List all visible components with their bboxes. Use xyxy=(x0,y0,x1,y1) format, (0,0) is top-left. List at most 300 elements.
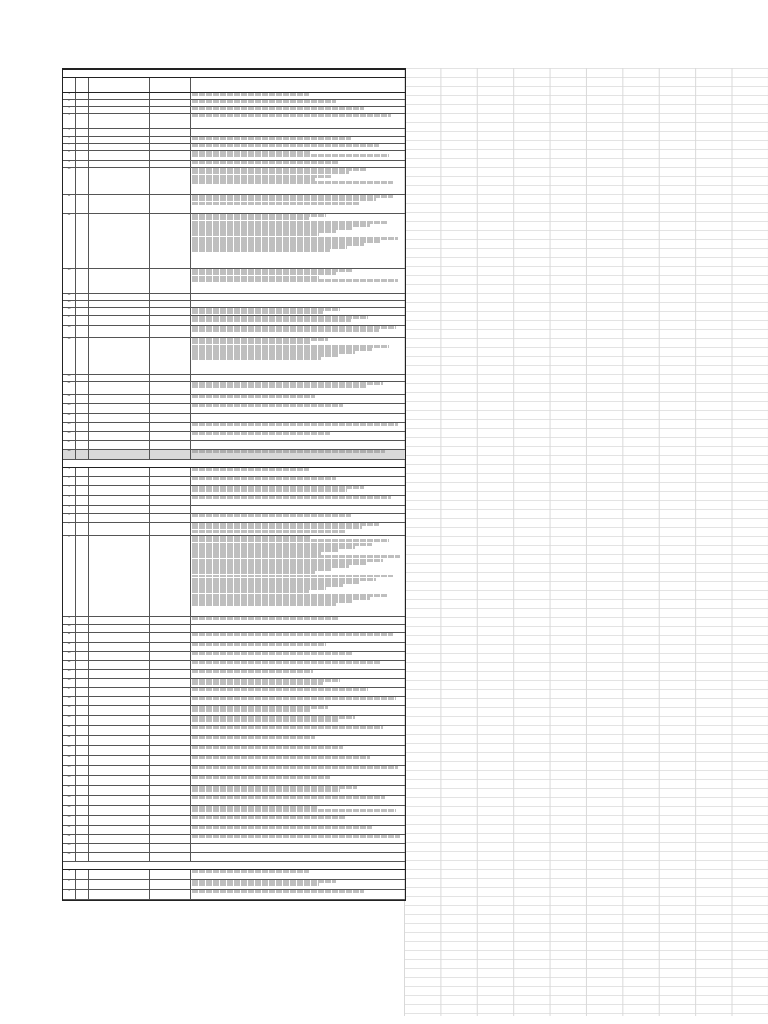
row-designation xyxy=(150,786,191,795)
row-number: 22 xyxy=(63,736,76,745)
row-notes xyxy=(191,93,405,99)
row-notes xyxy=(191,214,405,268)
row-designation xyxy=(150,661,191,669)
row-notes xyxy=(191,294,405,300)
row-code xyxy=(76,107,89,113)
row-number: 25 xyxy=(63,766,76,775)
row-notes xyxy=(191,652,405,660)
row-number: 3 xyxy=(63,890,76,899)
row-code xyxy=(76,786,89,795)
row-notes xyxy=(191,688,405,696)
row-notes xyxy=(191,404,405,413)
row-name xyxy=(89,301,150,307)
row-code xyxy=(76,870,89,879)
row-notes xyxy=(191,633,405,642)
notes-text-line xyxy=(192,826,372,829)
row-notes xyxy=(191,414,405,422)
table-row xyxy=(63,816,405,826)
table-row xyxy=(63,214,405,269)
row-code xyxy=(76,308,89,315)
row-designation xyxy=(150,826,191,834)
row-designation xyxy=(150,736,191,745)
notes-text-line xyxy=(192,357,321,360)
notes-text-line xyxy=(192,477,336,480)
row-number: 13 xyxy=(63,652,76,660)
row-number: 20 xyxy=(63,375,76,381)
row-notes xyxy=(191,432,405,440)
notes-text-line xyxy=(192,603,336,606)
row-designation xyxy=(150,679,191,687)
table-row xyxy=(63,137,405,144)
row-name xyxy=(89,523,150,535)
row-name xyxy=(89,880,150,889)
row-number: 29 xyxy=(63,806,76,815)
row-code xyxy=(76,880,89,889)
row-name xyxy=(89,796,150,805)
row-designation xyxy=(150,514,191,522)
row-name xyxy=(89,816,150,825)
row-code xyxy=(76,890,89,899)
row-number: 23 xyxy=(63,746,76,755)
document-table xyxy=(62,68,406,901)
notes-text-line xyxy=(192,719,338,722)
row-notes xyxy=(191,486,405,495)
row-name xyxy=(89,338,150,374)
row-code xyxy=(76,617,89,624)
row-designation xyxy=(150,301,191,307)
row-notes xyxy=(191,870,405,879)
row-name xyxy=(89,137,150,143)
row-name xyxy=(89,496,150,505)
row-number: 33 xyxy=(63,844,76,852)
row-name xyxy=(89,661,150,669)
table-row xyxy=(63,796,405,806)
row-code xyxy=(76,670,89,678)
row-code xyxy=(76,395,89,403)
row-notes xyxy=(191,269,405,293)
row-notes xyxy=(191,786,405,795)
row-designation xyxy=(150,706,191,715)
notes-text-line xyxy=(192,181,393,184)
row-designation xyxy=(150,806,191,815)
row-number: 9 xyxy=(63,617,76,624)
section-title-second xyxy=(63,460,405,468)
notes-text-line xyxy=(192,643,326,646)
row-designation xyxy=(150,294,191,300)
row-notes xyxy=(191,450,405,459)
row-number: 4 xyxy=(63,496,76,505)
row-designation xyxy=(150,129,191,136)
row-notes xyxy=(191,523,405,535)
notes-text-line xyxy=(192,154,389,157)
table-row xyxy=(63,870,405,880)
notes-text-line xyxy=(192,756,370,759)
row-code xyxy=(76,643,89,651)
table-row xyxy=(63,450,405,460)
row-notes xyxy=(191,536,405,616)
row-code xyxy=(76,514,89,522)
table-row xyxy=(63,536,405,617)
table-row xyxy=(63,716,405,726)
col-header-2 xyxy=(76,78,89,92)
row-notes xyxy=(191,441,405,449)
notes-text-line xyxy=(192,682,323,685)
row-designation xyxy=(150,326,191,337)
notes-text-line xyxy=(192,404,343,407)
table-row xyxy=(63,308,405,316)
row-designation xyxy=(150,382,191,394)
row-name xyxy=(89,450,150,459)
table-row xyxy=(63,496,405,506)
row-number: 17 xyxy=(63,316,76,325)
notes-text-line xyxy=(192,450,385,453)
row-number: 7 xyxy=(63,523,76,535)
table-row xyxy=(63,129,405,137)
row-notes xyxy=(191,806,405,815)
row-designation xyxy=(150,269,191,293)
row-name xyxy=(89,294,150,300)
row-code xyxy=(76,746,89,755)
notes-text-line xyxy=(192,890,364,893)
row-notes xyxy=(191,506,405,513)
row-name xyxy=(89,697,150,705)
table-row xyxy=(63,706,405,716)
notes-text-line xyxy=(192,329,379,332)
notes-text-line xyxy=(192,100,336,103)
row-notes xyxy=(191,625,405,632)
row-name xyxy=(89,514,150,522)
notes-text-line xyxy=(192,530,345,533)
row-name xyxy=(89,382,150,394)
row-name xyxy=(89,395,150,403)
row-name xyxy=(89,414,150,422)
table-row xyxy=(63,679,405,688)
notes-text-line xyxy=(192,202,359,205)
row-number: 1 xyxy=(63,870,76,879)
row-code xyxy=(76,114,89,128)
row-code xyxy=(76,826,89,834)
row-code xyxy=(76,423,89,431)
notes-text-line xyxy=(192,816,345,819)
notes-text-line xyxy=(192,114,391,117)
notes-text-line xyxy=(192,652,353,655)
row-number: 15 xyxy=(63,670,76,678)
row-designation xyxy=(150,890,191,899)
row-name xyxy=(89,432,150,440)
notes-text-line xyxy=(192,776,330,779)
table-row xyxy=(63,100,405,107)
table-row xyxy=(63,826,405,835)
table-row xyxy=(63,477,405,486)
row-name xyxy=(89,326,150,337)
row-number: 3 xyxy=(63,486,76,495)
row-designation xyxy=(150,195,191,213)
row-designation xyxy=(150,144,191,150)
row-code xyxy=(76,432,89,440)
row-notes xyxy=(191,195,405,213)
table-row xyxy=(63,301,405,308)
row-name xyxy=(89,404,150,413)
table-row xyxy=(63,468,405,477)
row-notes xyxy=(191,766,405,775)
row-name xyxy=(89,853,150,861)
row-name xyxy=(89,100,150,106)
row-name xyxy=(89,161,150,167)
row-designation xyxy=(150,766,191,775)
row-notes xyxy=(191,796,405,805)
notes-text-line xyxy=(192,385,366,388)
row-notes xyxy=(191,679,405,687)
table-row xyxy=(63,144,405,151)
row-name xyxy=(89,144,150,150)
row-code xyxy=(76,697,89,705)
row-number: 11 xyxy=(63,633,76,642)
row-number: 31 xyxy=(63,826,76,834)
row-number: 22 xyxy=(63,395,76,403)
notes-text-line xyxy=(192,789,340,792)
notes-text-line xyxy=(192,796,385,799)
col-header-1 xyxy=(63,78,76,92)
row-number: 26 xyxy=(63,776,76,785)
row-designation xyxy=(150,776,191,785)
row-name xyxy=(89,375,150,381)
col-header-3 xyxy=(89,78,150,92)
row-code xyxy=(76,100,89,106)
row-code xyxy=(76,316,89,325)
row-code xyxy=(76,404,89,413)
row-name xyxy=(89,129,150,136)
table-row xyxy=(63,633,405,643)
row-code xyxy=(76,161,89,167)
row-code xyxy=(76,496,89,505)
row-number: 27 xyxy=(63,441,76,449)
row-designation xyxy=(150,633,191,642)
table-row xyxy=(63,432,405,441)
row-designation xyxy=(150,395,191,403)
row-code xyxy=(76,835,89,843)
notes-text-line xyxy=(192,468,309,471)
notes-text-line xyxy=(192,489,347,492)
row-notes xyxy=(191,736,405,745)
row-code xyxy=(76,523,89,535)
row-notes xyxy=(191,168,405,194)
row-notes xyxy=(191,151,405,160)
row-notes xyxy=(191,746,405,755)
row-number: 32 xyxy=(63,835,76,843)
row-notes xyxy=(191,514,405,522)
row-code xyxy=(76,450,89,459)
notes-text-line xyxy=(192,144,379,147)
row-designation xyxy=(150,870,191,879)
row-number: 7 xyxy=(63,144,76,150)
column-headers xyxy=(63,78,405,93)
table-row xyxy=(63,269,405,294)
notes-text-line xyxy=(192,617,338,620)
row-notes xyxy=(191,477,405,485)
row-number: 18 xyxy=(63,326,76,337)
row-notes xyxy=(191,726,405,735)
row-name xyxy=(89,746,150,755)
table-row xyxy=(63,844,405,853)
notes-text-line xyxy=(192,514,351,517)
row-code xyxy=(76,633,89,642)
table-row xyxy=(63,404,405,414)
row-notes xyxy=(191,308,405,315)
row-designation xyxy=(150,844,191,852)
row-designation xyxy=(150,316,191,325)
row-notes xyxy=(191,776,405,785)
row-name xyxy=(89,890,150,899)
row-name xyxy=(89,468,150,476)
row-designation xyxy=(150,652,191,660)
row-name xyxy=(89,716,150,725)
row-notes xyxy=(191,375,405,381)
notes-text-line xyxy=(192,661,381,664)
row-number: 30 xyxy=(63,816,76,825)
row-designation xyxy=(150,523,191,535)
row-notes xyxy=(191,661,405,669)
row-code xyxy=(76,144,89,150)
row-notes xyxy=(191,643,405,651)
row-notes xyxy=(191,853,405,861)
table-row xyxy=(63,617,405,625)
row-number: 28 xyxy=(63,796,76,805)
row-code xyxy=(76,688,89,696)
row-number: 6 xyxy=(63,514,76,522)
table-row xyxy=(63,338,405,375)
row-name xyxy=(89,441,150,449)
row-name xyxy=(89,633,150,642)
table-row xyxy=(63,486,405,496)
row-notes xyxy=(191,496,405,505)
notes-text-line xyxy=(192,107,364,110)
row-code xyxy=(76,151,89,160)
row-code xyxy=(76,652,89,660)
row-name xyxy=(89,168,150,194)
row-designation xyxy=(150,536,191,616)
row-name xyxy=(89,706,150,715)
row-designation xyxy=(150,643,191,651)
rows-group-3 xyxy=(63,870,405,900)
row-name xyxy=(89,766,150,775)
row-name xyxy=(89,786,150,795)
row-code xyxy=(76,796,89,805)
row-notes xyxy=(191,326,405,337)
row-code xyxy=(76,137,89,143)
row-code xyxy=(76,726,89,735)
row-name xyxy=(89,316,150,325)
table-row xyxy=(63,514,405,523)
row-code xyxy=(76,129,89,136)
row-number: 21 xyxy=(63,382,76,394)
row-designation xyxy=(150,726,191,735)
table-row xyxy=(63,161,405,168)
notes-text-line xyxy=(192,809,396,812)
row-number: 10 xyxy=(63,625,76,632)
row-number: 12 xyxy=(63,214,76,268)
row-designation xyxy=(150,214,191,268)
row-number: 8 xyxy=(63,536,76,616)
row-designation xyxy=(150,450,191,459)
row-notes xyxy=(191,137,405,143)
table-row xyxy=(63,835,405,844)
row-designation xyxy=(150,688,191,696)
row-notes xyxy=(191,316,405,325)
table-row xyxy=(63,316,405,326)
notes-text-line xyxy=(192,746,343,749)
notes-text-line xyxy=(192,736,315,739)
row-designation xyxy=(150,746,191,755)
col-header-5 xyxy=(191,78,405,92)
table-row xyxy=(63,756,405,766)
row-number: 12 xyxy=(63,643,76,651)
row-designation xyxy=(150,853,191,861)
row-designation xyxy=(150,161,191,167)
table-row xyxy=(63,523,405,536)
notes-text-line xyxy=(192,279,398,282)
table-row xyxy=(63,506,405,514)
rows-group-1 xyxy=(63,93,405,460)
row-designation xyxy=(150,100,191,106)
row-name xyxy=(89,114,150,128)
notes-text-line xyxy=(192,870,309,873)
row-designation xyxy=(150,625,191,632)
row-code xyxy=(76,338,89,374)
row-number: 9 xyxy=(63,161,76,167)
table-row xyxy=(63,93,405,100)
row-code xyxy=(76,214,89,268)
row-name xyxy=(89,776,150,785)
row-code xyxy=(76,506,89,513)
notes-text-line xyxy=(192,319,351,322)
row-notes xyxy=(191,100,405,106)
row-name xyxy=(89,688,150,696)
row-number: 2 xyxy=(63,100,76,106)
row-notes xyxy=(191,301,405,307)
notes-text-line xyxy=(192,697,396,700)
row-code xyxy=(76,382,89,394)
row-designation xyxy=(150,414,191,422)
table-row xyxy=(63,423,405,432)
row-name xyxy=(89,679,150,687)
row-number: 27 xyxy=(63,786,76,795)
row-notes xyxy=(191,107,405,113)
row-name xyxy=(89,107,150,113)
row-notes xyxy=(191,114,405,128)
row-designation xyxy=(150,756,191,765)
row-code xyxy=(76,679,89,687)
row-code xyxy=(76,536,89,616)
row-number: 5 xyxy=(63,129,76,136)
row-number: 1 xyxy=(63,468,76,476)
row-code xyxy=(76,806,89,815)
row-code xyxy=(76,375,89,381)
row-designation xyxy=(150,816,191,825)
row-name xyxy=(89,844,150,852)
table-row xyxy=(63,736,405,746)
table-row xyxy=(63,441,405,450)
table-row xyxy=(63,670,405,679)
row-designation xyxy=(150,796,191,805)
table-row xyxy=(63,375,405,382)
row-code xyxy=(76,816,89,825)
row-notes xyxy=(191,697,405,705)
table-row xyxy=(63,746,405,756)
row-notes xyxy=(191,617,405,624)
table-row xyxy=(63,114,405,129)
row-number: 16 xyxy=(63,679,76,687)
row-designation xyxy=(150,338,191,374)
